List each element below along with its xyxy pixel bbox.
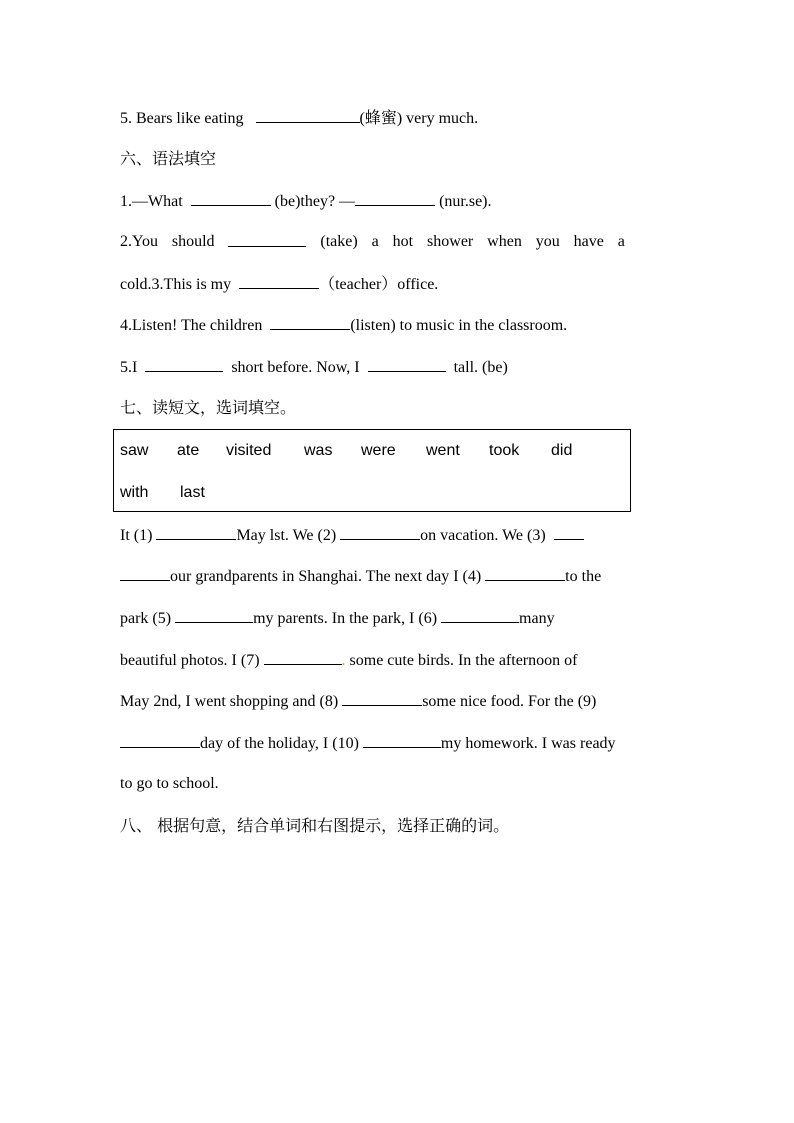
answer-blank[interactable] [256,108,360,123]
answer-blank[interactable] [145,357,223,372]
answer-blank[interactable] [485,566,565,581]
answer-blank[interactable] [340,525,420,540]
word: a [371,233,379,250]
word-bank-item: ate [177,442,200,459]
word-bank-item: was [304,442,333,459]
word-bank-item: did [551,442,573,459]
s6-q5-text-a: 5.I [120,359,138,376]
passage-line-2 [120,566,601,587]
word-bank-item: went [426,442,460,459]
word: when [487,233,522,250]
q5-suffix: (蜂蜜) very much. [359,110,479,127]
word-bank-box [113,429,631,512]
answer-blank[interactable] [363,733,441,748]
s6-q5-text-c: tall. (be) [453,359,508,376]
answer-blank[interactable] [342,691,422,706]
answer-blank[interactable] [120,566,170,581]
s6-q1-text-c: (nur.se). [439,193,492,210]
answer-blank[interactable] [156,525,236,540]
s6-q4-text-b: (listen) to music in the classroom. [350,317,568,334]
s6-question-1 [120,191,492,212]
answer-blank[interactable] [191,191,271,206]
word-bank-item: saw [120,442,149,459]
passage-text: park (5) [120,610,172,627]
answer-blank[interactable] [270,315,350,330]
word: should [171,233,215,250]
stray-mark: . [341,652,346,669]
s6-question-5 [120,357,508,378]
answer-blank[interactable] [228,232,306,247]
passage-line-1 [120,525,584,546]
word-bank-item: were [361,442,396,459]
answer-blank[interactable] [554,525,584,540]
answer-blank[interactable] [441,608,519,623]
s6-q1-text-a: 1.—What [120,193,183,210]
passage-text: many [519,610,555,627]
word: hot [392,233,414,250]
passage-text: May 2nd, I went shopping and (8) [120,693,339,710]
passage-text: some cute birds. In the afternoon of [349,652,578,669]
passage-text: May lst. We (2) [236,527,337,544]
section-6-heading: 六、语法填空 [120,149,217,168]
passage-line-5 [120,691,596,712]
word: a [617,233,625,250]
word-bank-item: took [489,442,520,459]
word-bank-item: visited [226,442,272,459]
s6-q4-text-a: 4.Listen! The children [120,317,263,334]
answer-blank[interactable] [368,357,446,372]
passage-text: on vacation. We (3) [420,527,546,544]
section-8-heading: 八、 根据句意，结合单词和右图提示，选择正确的词。 [120,816,510,835]
word: you [535,233,560,250]
passage-text: our grandparents in Shanghai. The next day I (4) [170,568,482,585]
s6-question-4 [120,315,567,336]
passage-line-7: to go to school. [120,775,219,792]
passage-text: beautiful photos. I (7) [120,652,260,669]
passage-text: my homework. I was ready [440,735,616,752]
q5-prefix: 5. Bears like eating [120,110,244,127]
answer-blank[interactable] [239,274,319,289]
s6-q5-text-b: short before. Now, I [231,359,360,376]
s6-question-3 [120,274,438,295]
passage-text: some nice food. For the (9) [422,693,597,710]
word: have [573,233,604,250]
word-bank-item: last [180,484,205,501]
answer-blank[interactable] [355,191,435,206]
word: (take) [320,233,358,250]
passage-text: It (1) [120,527,153,544]
passage-line-4 [120,650,577,671]
s6-question-2 [120,232,625,252]
s6-q3-text-a: cold.3.This is my [120,276,232,293]
passage-line-3 [120,608,555,629]
word-bank-item: with [120,484,149,501]
answer-blank[interactable] [175,608,253,623]
passage-text: my parents. In the park, I (6) [253,610,438,627]
section-7-heading: 七、读短文，选词填空。 [120,398,297,417]
passage-text: day of the holiday, I (10) [200,735,359,752]
answer-blank[interactable] [120,733,200,748]
word: shower [427,233,474,250]
passage-text: to the [565,568,602,585]
question-5 [120,108,478,129]
passage-line-6 [120,733,616,754]
answer-blank[interactable] [264,650,342,665]
s6-q3-text-b: （teacher）office. [319,276,439,293]
s6-q1-text-b: (be)they? — [274,193,356,210]
word: 2.You [120,233,158,250]
